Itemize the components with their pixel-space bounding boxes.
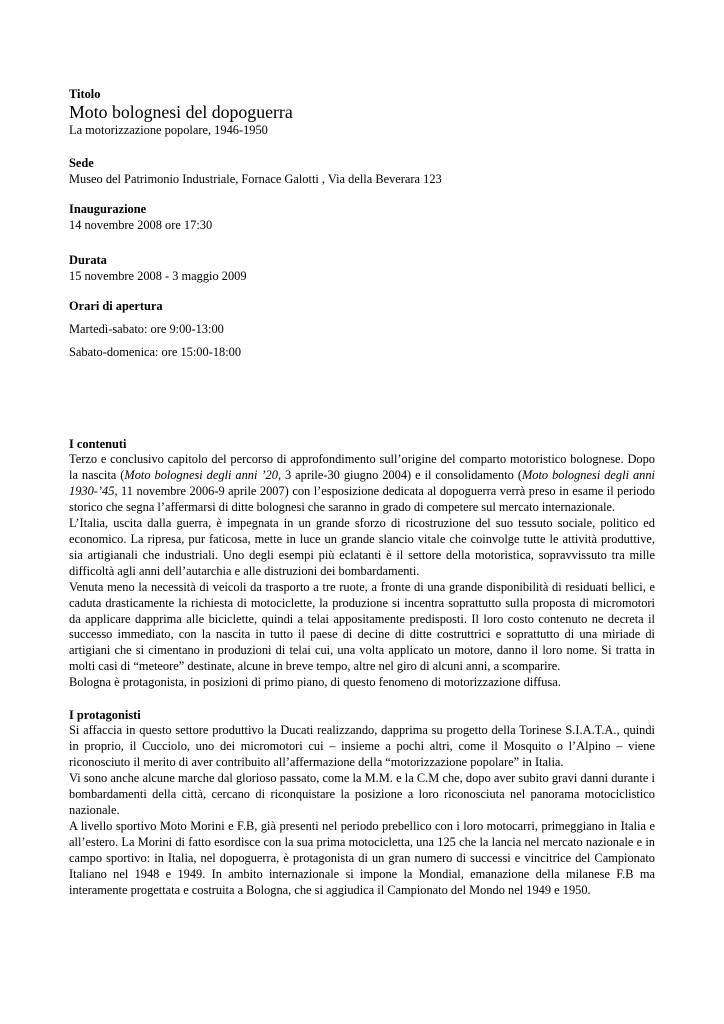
protagonisti-paragraph-2: Vi sono anche alcune marche dal glorioso passato, come la M.M. e la C.M che, dopo aver subito gravi danni durante i bombardamenti della città, cercano di riconquistare la posizione a loro riconosciuta nel panorama motociclistico nazionale. (69, 771, 655, 818)
protagonisti-paragraph-3: A livello sportivo Moto Morini e F.B, già presenti nel periodo prebellico con i loro motocarri, primeggiano in Italia e all’estero. La Morini di fatto esordisce con la sua prima motocicletta, una 125 che la lancia nel mercato nazionale e in campo sportivo: in Italia, nel dopoguerra, è protagonista di un gran numero di successi e vincitrice del Campionato Italiano nel 1948 e 1949. In ambito internazionale si impone la Mondial, emanazione della milanese F.B ma interamente progettata e costruita a Bologna, che si aggiudica il Campionato del Mondo nel 1949 e 1950. (69, 819, 655, 897)
sede-value: Museo del Patrimonio Industriale, Fornace Galotti , Via della Beverara 123 (69, 172, 442, 186)
contenuti-paragraph-3: Venuta meno la necessità di veicoli da trasporto a tre ruote, a fronte di una grande disponibilità di residuati bellici, e caduta drasticamente la richiesta di motociclette, la produzione si incentra soprattutto sulla proposta di micromotori da applicare dapprima alle biciclette, quindi a telai appositamente predisposti. Il loro costo contenuto ne decreta il successo immediato, con la nascita in tutto il paese di decine di ditte costruttrici e soprattutto di una miriade di artigiani che si cimentano in produzioni di telai cui, una volta applicato un motore, danno il loro nome. Si tratta in molti casi di “meteore” destinate, alcune in breve tempo, altre nel giro di alcuni anni, a scomparire. (69, 579, 655, 674)
document-page (69, 86, 655, 899)
titolo-section (69, 86, 655, 138)
contenuti-paragraph-4: Bologna è protagonista, in posizioni di primo piano, di questo fenomeno di motorizzazione diffusa. (69, 675, 561, 690)
exhibition-title-2: Moto bolognesi degli anni 1930-’45 (69, 467, 656, 498)
contenuti-section (69, 436, 655, 691)
durata-value: 15 novembre 2008 - 3 maggio 2009 (69, 269, 247, 283)
protagonisti-heading: I protagonisti (69, 708, 141, 723)
contenuti-p1-text-a: Terzo e conclusivo capitolo del percorso di approfondimento sull’origine del comparto motoristico bolognese. Dopo la nascita ( (69, 452, 655, 482)
sede-section (69, 155, 655, 187)
contenuti-paragraph-2: L’Italia, uscita dalla guerra, è impegnata in un grande sforzo di ricostruzione del suo tessuto sociale, politico ed economico. La ripresa, pur faticosa, mette in luce un grande slancio vitale che coinvolge tutte le attività produttive, sia artigianali che industriali. Uno degli esempi più eclatanti è il settore della motoristica, sopravvissuto tra mille difficoltà agli anni dell’autarchia e alle distruzioni dei bombardamenti. (69, 515, 655, 578)
durata-section (69, 252, 655, 284)
exhibition-title-1: Moto bolognesi degli anni ’20 (124, 467, 278, 482)
orari-line-1: Martedì-sabato: ore 9:00-13:00 (69, 322, 224, 336)
inaugurazione-section (69, 201, 655, 233)
page-subtitle: La motorizzazione popolare, 1946-1950 (69, 123, 268, 137)
titolo-label: Titolo (69, 87, 101, 101)
orari-line-2: Sabato-domenica: ore 15:00-18:00 (69, 345, 242, 359)
contenuti-heading: I contenuti (69, 437, 127, 451)
orari-section (69, 298, 655, 360)
contenuti-paragraph-1 (69, 452, 655, 516)
inaugurazione-label: Inaugurazione (69, 202, 147, 216)
contenuti-p1-text-c: , 11 novembre 2006-9 aprile 2007) con l’esposizione dedicata al dopoguerra verrà preso in esame il periodo storico che segna l’affermarsi di ditte bolognesi che saranno in grado di competere sul mercato internazionale. (69, 483, 655, 514)
protagonisti-section (69, 707, 655, 898)
inaugurazione-value: 14 novembre 2008 ore 17:30 (69, 218, 213, 232)
page-title: Moto bolognesi del dopoguerra (69, 102, 293, 122)
orari-label: Orari di apertura (69, 299, 163, 313)
sede-label: Sede (69, 156, 94, 170)
durata-label: Durata (69, 253, 107, 267)
contenuti-p1-text-b: , 3 aprile-30 giugno 2004) e il consolidamento ( (277, 467, 522, 482)
protagonisti-paragraph-1: Si affaccia in questo settore produttivo la Ducati realizzando, dapprima su progetto della Torinese S.I.A.T.A., quindi in proprio, il Cucciolo, uno dei micromotori cui – insieme a pochi altri, come il Mosquito o l’Alpino – viene riconosciuto il merito di aver contribuito all’affermazione della “motorizzazione popolare” in Italia. (69, 723, 655, 770)
